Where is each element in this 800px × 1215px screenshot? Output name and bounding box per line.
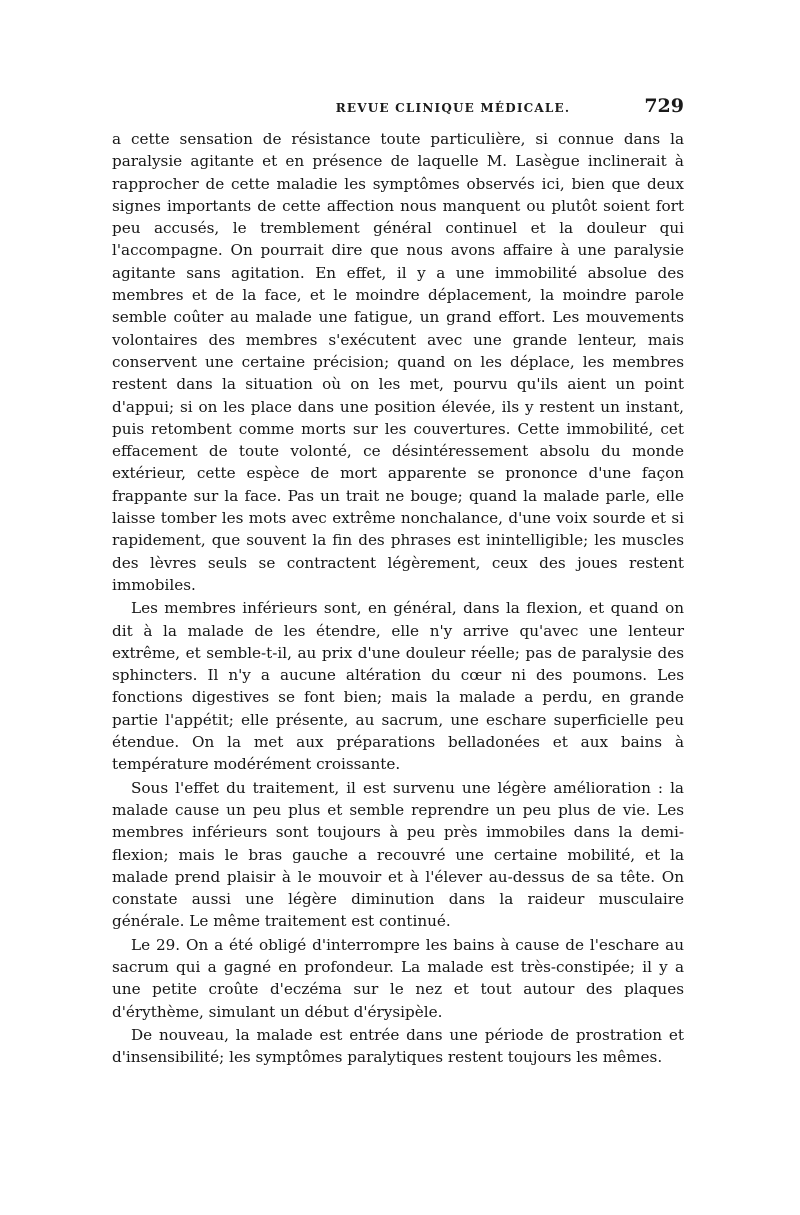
body-text [112, 128, 684, 1068]
paragraph-3: Sous l'effet du traitement, il est survenu une légère amélioration : la malade cause un peu plus et semble reprendre un peu plus de vie. Les membres inférieurs sont toujours à peu près immobiles dans la demi-flexion; mais le bras gauche a recouvré une certaine mobilité, et la malade prend plaisir à le mouvoir et à l'élever au-dessus de sa tête. On constate aussi une légère diminution dans la raideur musculaire générale. Le même traitement est continué. [112, 778, 684, 931]
paragraph-2: Les membres inférieurs sont, en général, dans la flexion, et quand on dit à la malade de les étendre, elle n'y arrive qu'avec une lenteur extrême, et semble-t-il, au prix d'une douleur réelle; pas de paralysie des sphincters. Il n'y a aucune altération du cœur ni des poumons. Les fonctions digestives se font bien; mais la malade a perdu, en grande partie l'appétit; elle présente, au sacrum, une eschare superficielle peu étendue. On la met aux préparations belladonées et aux bains à température modérément croissante. [112, 599, 684, 774]
page-number: 729 [644, 95, 684, 117]
paragraph-5: De nouveau, la malade est entrée dans une période de prostration et d'insensibilité; les symptômes paralytiques restent toujours les mêmes. [112, 1025, 684, 1067]
paragraph-4: Le 29. On a été obligé d'interrompre les bains à cause de l'eschare au sacrum qui a gagné en profondeur. La malade est très-constipée; il y a une petite croûte d'eczéma sur le nez et tout autour des plaques d'érythème, simulant un début d'érysipèle. [112, 935, 684, 1021]
paragraph-1: a cette sensation de résistance toute particulière, si connue dans la paralysie agitante et en présence de laquelle M. Lasègue inclinerait à rapprocher de cette maladie les symptômes observés ici, bien que deux signes importants de cette affection nous manquent ou plutôt soient fort peu accusés, le tremblement général continuel et la douleur qui l'accompagne. On pourrait dire que nous avons affaire à une paralysie agitante sans agitation. En effet, il y a une immobilité absolue des membres et de la face, et le moindre déplacement, la moindre parole semble coûter au malade une fatigue, un grand effort. Les mouvements volontaires des membres s'exécutent avec une grande lenteur, mais conservent une certaine précision; quand on les déplace, les membres restent dans la situation où on les met, pourvu qu'ils aient un point d'appui; si on les place dans une position élevée, ils y restent un instant, puis retombent comme morts sur les couvertures. Cette immobilité, cet effacement de toute volonté, ce désintéressement absolu du monde extérieur, cette espèce de mort apparente se prononce d'une façon frappante sur la face. Pas un trait ne bouge; quand la malade parle, elle laisse tomber les mots avec extrême nonchalance, d'une voix sourde et si rapidement, que souvent la fin des phrases est inintelligible; les muscles des lèvres seuls se contractent légèrement, ceux des joues restent immobiles. [112, 130, 684, 594]
running-head [112, 95, 684, 120]
running-title: REVUE CLINIQUE MÉDICALE. [335, 101, 571, 115]
